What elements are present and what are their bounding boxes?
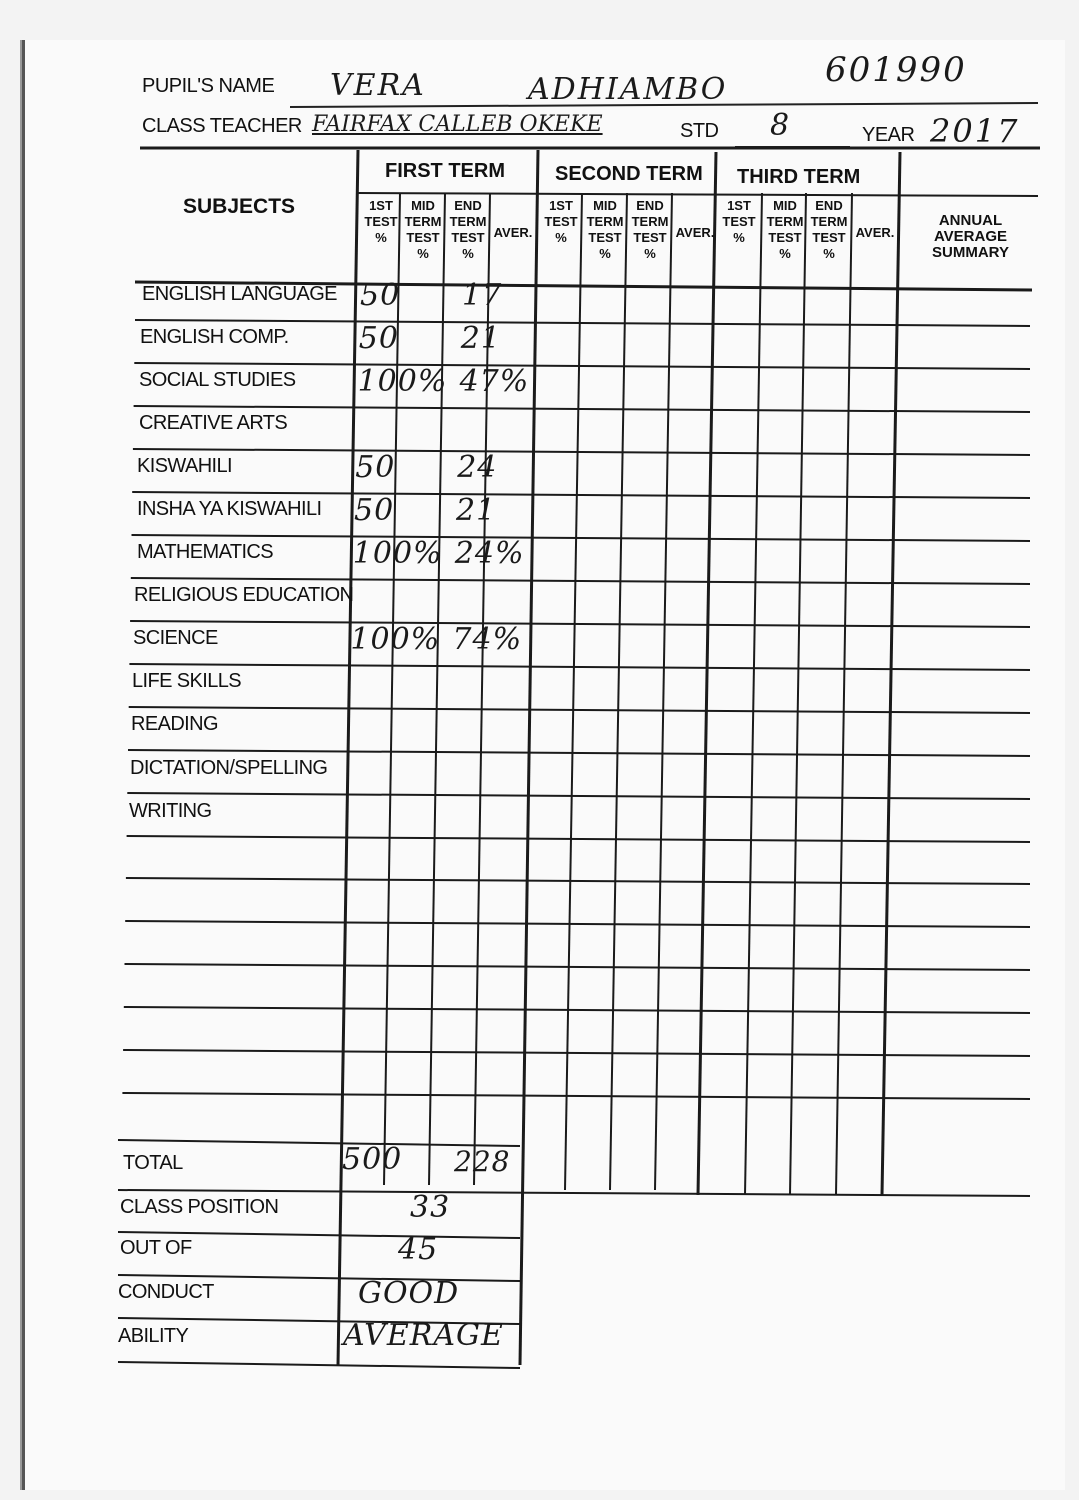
pupil-first-name: VERA (330, 68, 426, 103)
subject-label: KISWAHILI (137, 455, 232, 477)
subject-label: DICTATION/SPELLING (130, 757, 328, 779)
year-value: 2017 (930, 112, 1020, 150)
class-teacher-name: FAIRFAX CALLEB OKEKE (312, 112, 603, 137)
subject-label: RELIGIOUS EDUCATION (134, 584, 354, 606)
first-term-end-term-cell: 47% (459, 364, 530, 399)
first-term-1st-test-cell: 100% (357, 364, 448, 399)
subject-label: SOCIAL STUDIES (139, 369, 296, 391)
class-position-value: 33 (410, 1190, 451, 1225)
first-term-1st-test-cell: 50 (354, 493, 395, 528)
row-line (122, 1093, 1030, 1099)
first-term-1st-test-cell: 100% (350, 622, 441, 657)
class-position-label: CLASS POSITION (120, 1196, 279, 1218)
third-term-end-term-test-header: END TERM TEST % (810, 198, 848, 261)
ability-value: AVERAGE (343, 1318, 504, 1353)
second-term-1st-test-header: 1ST TEST % (544, 198, 578, 245)
first-term-end-term-cell: 21 (460, 321, 501, 356)
class-teacher-label: CLASS TEACHER (142, 115, 302, 137)
row-line (127, 836, 1030, 842)
second-term-aver-header: AVER. (675, 225, 715, 240)
pupil-name-label: PUPIL'S NAME (142, 75, 275, 97)
third-term-header: THIRD TERM (737, 166, 861, 188)
row-line (125, 964, 1031, 970)
subject-label: READING (131, 713, 218, 735)
first-term-end-term-cell: 24 (457, 450, 498, 485)
row-line (128, 750, 1030, 756)
subject-label: SCIENCE (133, 627, 218, 649)
subject-label: INSHA YA KISWAHILI (137, 498, 322, 520)
total-end-term: 228 (454, 1145, 511, 1178)
row-line (127, 793, 1030, 799)
row-line (118, 1362, 520, 1368)
std-value: 8 (770, 108, 792, 143)
first-term-1st-test-cell: 50 (355, 450, 396, 485)
first-term-1st-test-cell: 50 (358, 321, 399, 356)
subject-label: MATHEMATICS (137, 541, 273, 563)
annual-average-header: ANNUAL AVERAGE SUMMARY (932, 212, 1009, 261)
total-first-test: 500 (342, 1142, 403, 1177)
subject-label: WRITING (129, 800, 212, 822)
first-term-end-term-cell: 24% (454, 536, 525, 571)
year-label: YEAR (862, 124, 915, 146)
subject-label: ENGLISH LANGUAGE (142, 283, 337, 305)
row-line (130, 621, 1030, 627)
conduct-label: CONDUCT (118, 1281, 214, 1303)
subject-label: ENGLISH COMP. (140, 326, 289, 348)
row-line (124, 1007, 1030, 1013)
subjects-header: SUBJECTS (183, 195, 296, 218)
first-term-end-term-cell: 74% (452, 622, 523, 657)
row-line (125, 921, 1030, 927)
row-line (129, 664, 1030, 670)
row-line (129, 707, 1030, 713)
second-term-end-term-test-header: END TERM TEST % (631, 198, 669, 261)
form-number: 601990 (825, 50, 967, 90)
subject-label: LIFE SKILLS (132, 670, 242, 692)
std-label: STD (680, 120, 719, 142)
row-line (123, 1050, 1030, 1056)
row-line (126, 878, 1030, 884)
third-term-aver-header: AVER. (855, 225, 895, 240)
subject-label: CREATIVE ARTS (139, 412, 288, 434)
third-term-1st-test-header: 1ST TEST % (722, 198, 756, 245)
conduct-value: GOOD (358, 1276, 460, 1311)
pupil-last-name: ADHIAMBO (528, 72, 728, 107)
first-term-1st-test-cell: 100% (352, 536, 443, 571)
first-term-mid-term-test-header: MID TERM TEST % (404, 198, 442, 261)
third-term-mid-term-test-header: MID TERM TEST % (766, 198, 804, 261)
second-term-mid-term-test-header: MID TERM TEST % (586, 198, 624, 261)
first-term-aver-header: AVER. (493, 225, 533, 240)
total-label: TOTAL (123, 1152, 183, 1174)
first-term-end-term-cell: 17 (462, 278, 503, 313)
first-term-end-term-test-header: END TERM TEST % (449, 198, 487, 261)
first-term-header: FIRST TERM (385, 160, 505, 182)
second-term-header: SECOND TERM (555, 163, 703, 185)
first-term-1st-test-header: 1ST TEST % (364, 198, 398, 245)
first-term-1st-test-cell: 50 (360, 278, 401, 313)
first-term-end-term-cell: 21 (456, 493, 497, 528)
ability-label: ABILITY (118, 1325, 189, 1347)
out-of-value: 45 (398, 1232, 439, 1267)
out-of-label: OUT OF (120, 1237, 192, 1259)
